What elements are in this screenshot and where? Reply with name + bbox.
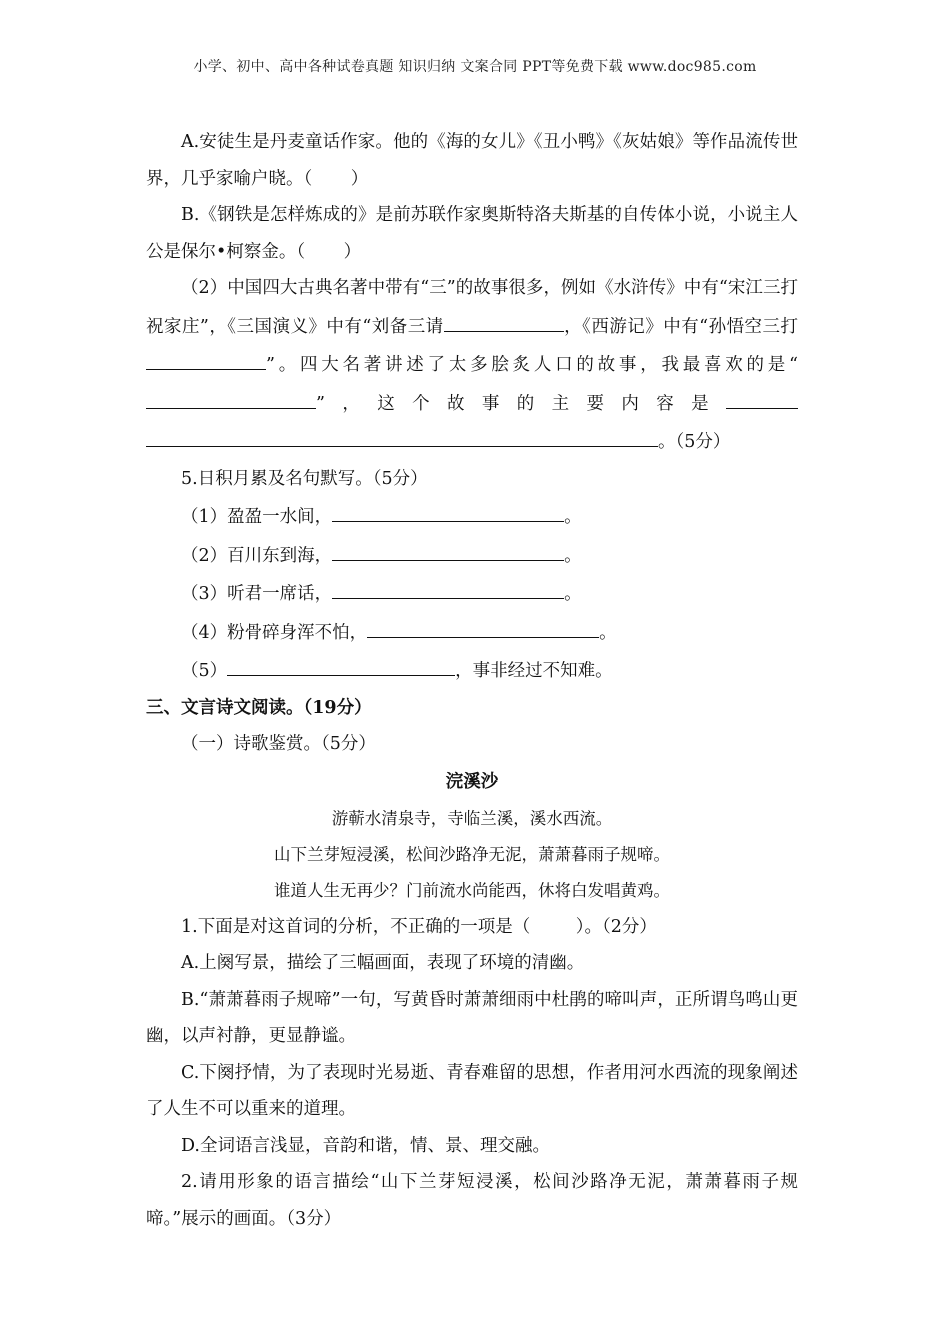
- option-b: B.“萧萧暮雨子规啼”一句，写黄昏时萧萧细雨中杜鹃的啼叫声，正所谓鸟鸣山更幽，以声衬静，更显静谧。: [146, 989, 798, 1046]
- period: 。: [564, 584, 582, 604]
- q5-line-5-text-a: （5）: [181, 661, 228, 681]
- page-header: 小学、初中、高中各种试卷真题 知识归纳 文案合同 PPT等免费下载 www.doc985.com: [193, 59, 757, 75]
- answer-blank[interactable]: [367, 613, 599, 638]
- question-1-text-a: 1.下面是对这首词的分析，不正确的一项是（: [181, 916, 531, 937]
- q5-line-1: [146, 497, 798, 536]
- q4-option-a: [146, 124, 798, 197]
- poem-line: 山下兰芽短浸溪，松间沙路净无泥，萧萧暮雨子规啼。: [274, 844, 670, 864]
- answer-blank[interactable]: [444, 307, 564, 332]
- answer-blank[interactable]: [146, 384, 316, 409]
- poem-line: 谁道人生无再少？门前流水尚能西，休将白发唱黄鸡。: [274, 880, 670, 900]
- q4-part2-text-e: 。（5分）: [658, 432, 731, 452]
- option-c: C.下阕抒情，为了表现时光易逝、青春难留的思想，作者用河水西流的现象阐述了人生不可以重来的道理。: [146, 1062, 798, 1119]
- q5-line-5: [146, 651, 798, 690]
- period: 。: [564, 545, 582, 566]
- q4-option-b: [146, 197, 798, 270]
- q5-line-4-text: （4）粉骨碎身浑不怕，: [181, 622, 368, 643]
- q5-line-1-text: （1）盈盈一水间，: [181, 507, 333, 527]
- q5-line-4: [146, 613, 798, 652]
- period: 。: [564, 507, 582, 527]
- option-a: A.上阕写景，描绘了三幅画面，表现了环境的清幽。: [181, 953, 585, 973]
- q5-line-2-text: （2）百川东到海，: [181, 545, 333, 566]
- q4-part2-text-c: ”。四大名著讲述了太多脍炙人口的故事，我最喜欢的是“: [266, 355, 798, 375]
- paren-close: ）: [350, 168, 369, 189]
- answer-blank[interactable]: [146, 345, 266, 370]
- section-3-subtitle: （一）诗歌鉴赏。（5分）: [181, 734, 376, 754]
- period: 。: [599, 622, 617, 643]
- question-1-text-b: ）。（2分）: [575, 916, 657, 937]
- question-2: 2.请用形象的语言描绘“山下兰芽短浸溪，松间沙路净无泥，萧萧暮雨子规啼。”展示的画面。（3分）: [146, 1172, 798, 1229]
- q4-part2-text-a: （2）中国四大古典名著中带有“三”的故事很多，例如《水浒传》中有“宋江三打祝家庄”，《三国演义》中有“刘备三请: [146, 278, 798, 337]
- q4-part2-text-b: ，《西游记》中有“孙悟空三打: [563, 316, 798, 337]
- answer-blank[interactable]: [726, 384, 798, 409]
- q5-line-2: [146, 536, 798, 575]
- poem-line: 游蕲水清泉寺，寺临兰溪，溪水西流。: [331, 808, 613, 828]
- answer-blank[interactable]: [332, 536, 564, 561]
- document-body: [146, 124, 798, 1237]
- q5-line-3-text: （3）听君一席话，: [181, 584, 333, 604]
- q4-part2: [146, 270, 798, 461]
- q5-title: 5.日积月累及名句默写。（5分）: [181, 468, 428, 489]
- option-d: D.全词语言浅显，音韵和谐，情、景、理交融。: [181, 1135, 550, 1156]
- answer-blank[interactable]: [146, 422, 658, 447]
- q5-line-3: [146, 574, 798, 613]
- q4-option-b-text: B.《钢铁是怎样炼成的》是前苏联作家奥斯特洛夫斯基的自传体小说，小说主人公是保尔•柯察金。（: [146, 205, 798, 262]
- paren-close: ）: [343, 241, 362, 262]
- answer-blank[interactable]: [332, 574, 564, 599]
- question-1: [146, 909, 798, 946]
- q5-line-5-text-b: ，事非经过不知难。: [455, 661, 613, 681]
- poem-title: 浣溪沙: [445, 771, 499, 792]
- answer-blank[interactable]: [332, 497, 564, 522]
- section-3-title: 三、文言诗文阅读。（19分）: [146, 697, 372, 718]
- answer-blank[interactable]: [227, 651, 455, 676]
- q4-part2-text-d: ”，这个故事的主要内容是: [316, 393, 726, 414]
- q4-option-a-text: A.安徒生是丹麦童话作家。他的《海的女儿》《丑小鸭》《灰姑娘》等作品流传世界，几乎家喻户晓。（: [146, 132, 798, 189]
